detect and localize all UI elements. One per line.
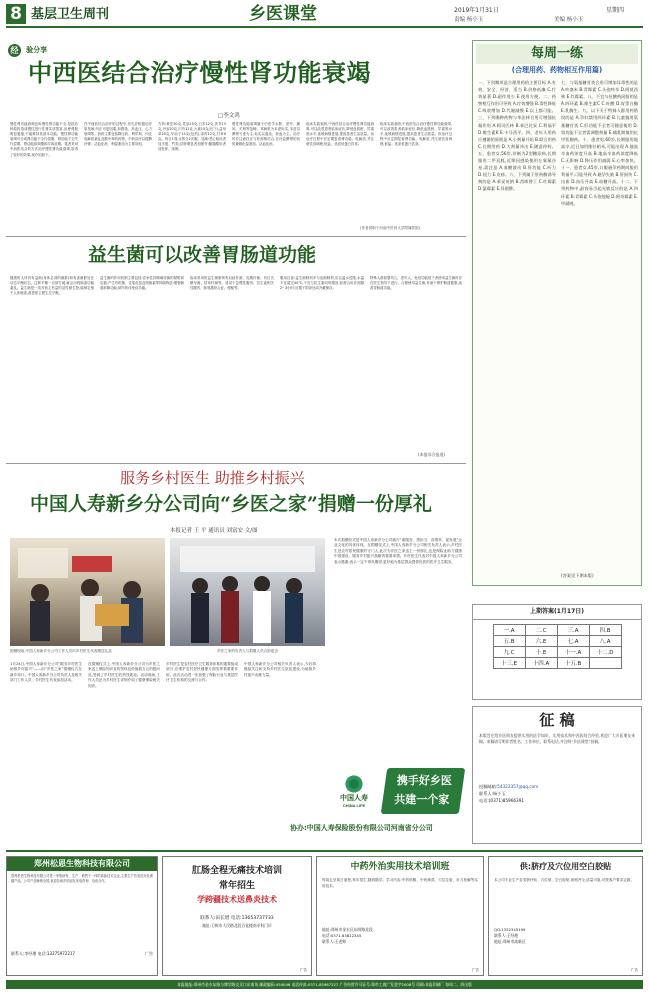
answer-cell: 五.B <box>493 636 525 647</box>
column-tag <box>8 40 47 54</box>
email-address[interactable]: 54322357@qq.com <box>497 784 539 789</box>
weekly-exercise-subtitle: (合理用药、药物相互作用篇) <box>511 66 603 74</box>
article2-col3: 临床常用的益生菌制剂有双歧杆菌、乳酸杆菌、布拉氏酵母菌、枯草杆菌等。适用于急慢性腹泻、抗生素相关性腹泻、肠易激综合征、便秘等。 <box>190 276 274 291</box>
caption-photo1: 捐赠现场,中国人寿新乡分公司工作人员向乡村医生代表赠送礼品 <box>10 649 112 653</box>
china-life-name-en: CHINA LIFE <box>342 803 366 808</box>
ad-anal-title: 肛肠全程无痛技术培训 <box>191 866 282 876</box>
answers-title: 上期答案(1月17日) <box>473 605 641 620</box>
ad-songen-tag: 广告 <box>145 951 153 956</box>
weekly-exercise-right: 七、与氨基糖苷类合用可增加耳毒性的是 A.呋塞米 B.青霉素 C.头孢呋辛 D.阿莫西林 E.红霉素。八、不宜与抗酸药同服的是 A.四环素 B.维生素C C.叶酸 D.胃蛋白酶 E.乳酶生。九、以下关于特殊人群用药错误的是 A.孕妇禁用四环素 B.儿童慎用氨基糖苷类 C.肝功能不全者可随意使用 D.肾功能不全者需调整剂量 E.哺乳期慎用抗甲状腺药。十、患者男,60岁,长期服用地高辛,近日加用维拉帕米,可能出现 A.地高辛血药浓度升高 B.地高辛血药浓度降低 C.无影响 D.降压作用减弱 E.心率加快。十一、患者女,45岁,口服避孕药期间服用利福平,可能导致 A.避孕失败 B.肝损伤 C.出血 D.血压升高 E.血糖升高。十二、下列药物中,最容易引起光敏反应的是 A.四环素 B.青霉素 C.头孢他啶 D.阿奇霉素 E.甲硝唑。 <box>561 80 638 206</box>
article3-body2: 在捐赠仪式上,中国人寿新乡分公司为乡医之家送上保险知识宣传资料及价值数万元的慰问品,受到了乡村医生的热烈欢迎。活动现场,工作人员还为乡村医生详细介绍了健康保险相关知识。 <box>88 662 160 688</box>
page-number-box: 8 <box>6 4 26 24</box>
column-tag-badge: 经 <box>8 44 21 57</box>
ad-patch-person: 联系人:王经理 <box>494 933 519 938</box>
contact-person: 联系人:杨小玉 <box>479 791 506 796</box>
answer-cell: 八.A <box>589 636 621 647</box>
answer-cell: 二.C <box>525 625 557 636</box>
divider-1 <box>6 236 466 237</box>
china-life-name: 中国人寿 <box>340 794 368 802</box>
ad-songen-person: 联系人:李经理 <box>11 951 37 956</box>
article3-kicker: 服务乡村医生 助推乡村振兴 <box>120 469 305 487</box>
answers-row <box>493 658 621 669</box>
answers-row <box>493 636 621 647</box>
slogan-top: 携手好乡医 <box>396 774 452 787</box>
article2-col2: 益生菌的作用机制主要包括:竞争性抑制病原菌的黏附和定植;产生有机酸、过氧化氢及细菌素等抑菌物质;增强肠道屏障功能;调节机体免疫功能。 <box>100 276 184 291</box>
ad-patch-qq: QQ:1352345199 <box>494 927 526 932</box>
slogan-banner <box>381 768 465 814</box>
issue-date: 2019年1月31日 <box>454 7 499 14</box>
china-life-logo <box>330 774 378 814</box>
answer-cell: 十四.A <box>525 658 557 669</box>
answer-cell: 四.B <box>589 625 621 636</box>
ad-tcm-training[interactable] <box>316 856 484 976</box>
ad-anal-title3: 学跨疆技术送鼻炎技术 <box>197 895 277 904</box>
header-rule <box>6 26 643 28</box>
section-title: 基层卫生周刊 <box>31 7 110 22</box>
answer-cell: 六.E <box>525 636 557 647</box>
article1-col2: 在中西医结合治疗的过程中,首先应积极治疗原发病,纠正可逆因素,如感染、高血压、心力衰竭等。西药主要包括降压药、利尿剂、纠正电解质紊乱及酸中毒的药物。中药治疗以健脾补肾、活血化瘀、利湿泄浊为主要治则。 <box>84 122 152 147</box>
photo-group <box>170 538 325 646</box>
call-for-papers-title: 征 稿 <box>539 711 575 729</box>
article1-col4: 慢性肾功能衰竭属于中医学水肿、虚劳、癃闭、关格等范畴。其病机为本虚标实,本虚以脾肾亏虚为主,标实以湿浊、瘀血为主。治疗时应注意扶正与祛邪相结合,在补益脾肾的同时兼顾化湿泄浊、活血化瘀。 <box>232 122 300 147</box>
ad-anal-address: 地址:卫辉市人民路北段百花楼南专科门诊 <box>202 923 272 928</box>
article3-right-text: 本次捐赠仪式是中国人寿新乡分公司践行“重服务、勇担当、讲情怀、促发展”企业文化的具体体现。在捐赠仪式上,中国人寿新乡分公司相关负责人表示,乡村医生是农村居民健康的守门人,此次为乡医之家送上一份厚礼,也是保险业助力健康中国建设、服务乡村振兴战略的重要举措。乡村医生代表对中国人寿新乡分公司表示感谢,表示一定不辜负期望,更好地为基层群众提供优质的医疗卫生服务。 <box>334 538 462 564</box>
ad-patch[interactable] <box>488 856 643 976</box>
ad-anal-person: 联系人:田长增 <box>200 916 230 921</box>
ad-patch-tag: 广告 <box>630 968 638 972</box>
answer-cell: 十五.B <box>557 658 589 669</box>
ad-songen-phone: 电话:13275972217 <box>37 951 75 956</box>
contact-phone: 电话:(0371)85966391 <box>479 798 525 803</box>
article3-sponsor: 协办:中国人寿保险股份有限公司河南省分公司 <box>290 824 433 832</box>
answer-cell: 十二.D <box>589 647 621 658</box>
article2-col4: 服用注意:益生菌制剂多为活菌制剂,应以温水送服,水温不宜超过40℃;不宜与抗生素同时服用,如需合用应间隔2~3小时;应置于阴凉处或冷藏保存。 <box>280 276 364 291</box>
column-tag-name: 验分享 <box>26 46 48 54</box>
weekly-exercise-box <box>472 40 642 586</box>
weekly-exercise-note: (答案见下期本版) <box>561 573 594 578</box>
ad-tcm-contact <box>317 927 483 945</box>
ad-tcm-body: 每周五至周日面授,常年招生,随到随学。学习内容:中药贴敷、中药熏蒸、穴位注射、针刀松解等实用技术。 <box>322 878 478 888</box>
issue-weekday: 星期四 <box>606 7 625 14</box>
article1-title: 中西医结合治疗慢性肾功能衰竭 <box>28 58 371 87</box>
ad-patch-body: 本公司专业生产各类脐疗贴、穴位贴、空白胶贴,规格齐全,质量可靠,可按客户要求定做。 <box>494 878 634 882</box>
china-life-emblem-icon <box>344 774 364 794</box>
call-for-papers <box>472 706 642 844</box>
slogan-bottom: 共建一个家 <box>394 793 450 806</box>
answers-row <box>493 625 621 636</box>
ad-patch-address: 地址:郑州市高新区 <box>494 939 526 944</box>
contact-email-row <box>479 783 635 790</box>
article1-col1: 慢性肾功能衰竭也叫慢性肾功能不全,是指各种原因造成慢性进行性肾实质损害,致使肾脏明显萎缩,不能维持其基本功能。慢性肾功能衰竭可分成肾功能不全代偿期、肾功能不全失代偿期、肾功能衰竭期和尿毒症期。笔者采用中西医结合的方法治疗慢性肾功能衰竭,取得了较好的效果,现介绍如下。 <box>10 122 78 157</box>
page-header <box>6 4 643 28</box>
article1-col3: 方药:黄芪30克,党参15克,白术12克,茯苓15克,丹参20克,川芎12克,大黄10克(后下),益母草20克,车前子15克(包煎),泽泻12克,甘草6克。每日1剂,水煎分2次服。加减:恶心呕吐者加半夏、竹茹;浮肿明显者加猪苓;腰膝酸软者加杜仲、续断。 <box>158 122 226 152</box>
answer-cell: 一.A <box>493 625 525 636</box>
ad-tcm-address: 地址:郑州市金水区东明路北段 <box>322 927 373 932</box>
call-for-papers-contact <box>473 781 641 806</box>
ad-patch-title: 供:脐疗及穴位用空白胶贴 <box>519 862 612 871</box>
ad-tcm-title: 中药外治实用技术培训班 <box>350 862 450 872</box>
article3-body4: 中国人寿新乡分公司相关负责人表示,今后将继续关注和支持乡村医生队伍建设,为助推乡村振兴贡献力量。 <box>244 662 316 677</box>
ad-songen-body: 郑州松恩生物科技有限公司是一家集研发、生产、销售于一体的高新技术企业,主要生产各类医用及保健产品。公司产品畅销全国,欢迎各地乡医朋友来电咨询、洽谈合作。 <box>11 874 153 883</box>
answers-table <box>493 624 622 669</box>
article3-title: 中国人寿新乡分公司向“乡医之家”捐赠一份厚礼 <box>30 493 432 515</box>
editor-credit: 责编 杨小玉 <box>454 17 484 23</box>
answers-box <box>472 604 642 700</box>
article2-title: 益生菌可以改善胃肠道功能 <box>88 244 317 266</box>
weekly-exercise-left: 一、下列哪项是合理用药的主要目标 A.有效、安全、经济、适当 B.价格低廉 C.疗效显著 D.副作用少 E.使用方便。二、药物相互作用可导致 A.疗效增强 B.毒性降低 C.吸收增加 D.代谢减慢 E.以上都可能。三、下列哪种药物与华法林合用可增强抗凝作用 A.阿司匹林 B.苯巴比妥 C.利福平 D.维生素K E.卡马西平。四、老年人用药应遵循的原则是 A.小剂量开始 B.联合用药 C.长期用药 D.大剂量冲击 E.随意停药。五、患者女,56岁,诊断为2型糖尿病,长期服用二甲双胍,近期因感染使用左氧氟沙星,需注意 A.血糖波动 B.肝功能 C.听力 D.视力 E.皮疹。六、下列属于肝药酶诱导剂的是 A.苯妥英钠 B.西咪替丁 C.红霉素 D.氯霉素 E.异烟肼。 <box>478 80 556 192</box>
ad-anal-tag: 广告 <box>299 968 307 972</box>
caption-photo2: 乡医之家的负责人与捐赠人员合影留念 <box>216 649 279 653</box>
article1-col6: 临床实践表明,中西医结合治疗慢性肾功能衰竭,可以改善患者临床症状,降低血肌酐、尿素氮水平,延缓病情进展,提高患者生活质量。但治疗过程中应定期复查肾功能、电解质,并注意饮食调理,低盐、优质低蛋白饮食。 <box>380 122 452 147</box>
ad-tcm-person: 联系人:王老师 <box>322 939 347 944</box>
answer-cell: 三.A <box>557 625 589 636</box>
ad-patch-contact <box>489 927 642 945</box>
article2-col5: 特殊人群如婴幼儿、老年人、免疫功能低下者使用益生菌时应在医生指导下进行。合理使用益生菌,有助于维护肠道健康,改善胃肠道功能。 <box>370 276 462 291</box>
article2-col1: 健康的人体内有益菌(身体必须的菌群)和有害菌群处在动态平衡状态。这种平衡一旦被打破,就会出现肠道功能紊乱。益生菌是一类对宿主有益的活性微生物,能够定殖于人体肠道,改善宿主微生态平衡。 <box>10 276 94 296</box>
ad-songen-contact <box>7 951 157 957</box>
ad-anal-phone: 电话:13653737733 <box>230 916 274 921</box>
channel-title: 乡医课堂 <box>249 4 317 24</box>
ad-songen[interactable] <box>6 856 158 976</box>
article1-col5: 临床实践表明,中西医结合治疗慢性肾功能衰竭,可以改善患者临床症状,降低血肌酐、尿素氮水平,延缓病情进展,提高患者生活质量。但治疗过程中应定期复查肾功能、电解质,并注意饮食调理,低盐、优质低蛋白饮食。 <box>306 122 374 147</box>
ad-tcm-tel: 电话:0371-63812345 <box>322 933 362 938</box>
divider-2 <box>6 463 466 464</box>
article3-body3: 乡村医生是农村医疗卫生服务体系的重要组成部分,在维护农村居民健康方面发挥着重要作用。此次活动进一步加强了保险行业与基层医疗卫生机构的交流与合作。 <box>166 662 238 683</box>
article1-byline: (作者供职于河南中医药大学附属医院) <box>360 226 421 230</box>
weekly-exercise-title: 每周一练 <box>476 44 638 64</box>
designer-credit: 美编 杨小玉 <box>554 17 584 23</box>
answer-cell: 九.C <box>493 647 525 658</box>
ad-anal-contact <box>163 915 311 923</box>
answer-cell: 十.E <box>525 647 557 658</box>
article2-note: (本报综合报道) <box>418 452 446 457</box>
email-label: 投稿邮箱: <box>479 784 498 789</box>
article1-author: □李文鸿 <box>218 113 240 119</box>
answer-cell: 十三.E <box>493 658 525 669</box>
photo-donation-ceremony <box>10 538 165 646</box>
ad-tcm-tag: 广告 <box>471 968 479 972</box>
answer-cell <box>589 658 621 669</box>
article3-byline: 本报记者 王 平 通讯员 刘富安 文/图 <box>170 528 258 534</box>
photo-group-illustration <box>170 538 325 646</box>
answer-cell: 七.A <box>557 636 589 647</box>
article3-body1: 1月24日,中国人寿新乡分公司“服务乡村医生 助推乡村振兴”——向“乡医之家”捐赠仪式在新乡举行。中国人寿新乡分公司负责人及相关部门工作人员、乡村医生代表参加活动。 <box>10 662 82 683</box>
call-for-papers-body: 本版旨在给乡医朋友提供实用的医学知识、实用技术和中西医结合经验,欢迎广大乡医朋友来稿。来稿请写明作者姓名、工作单位、联系电话,并注明“乡医课堂”投稿。 <box>479 733 635 744</box>
answers-row <box>493 647 621 658</box>
divider-ads <box>6 850 643 852</box>
answer-cell: 十一.A <box>557 647 589 658</box>
photo-donation-illustration <box>10 538 165 646</box>
ad-songen-title: 郑州松恩生物科技有限公司 <box>7 857 157 871</box>
page-footer: 本报地址:郑州市金水东路与博学路交叉口东南角 邮政编码:450046 电话传真:0371-85967227 广告经营许可证号:郑市工商广发登字2008号 印刷:本报印刷厂 每周二、四出版 <box>6 980 643 989</box>
ad-anal-training[interactable] <box>162 856 312 976</box>
ad-anal-title2: 常年招生 <box>218 881 255 891</box>
